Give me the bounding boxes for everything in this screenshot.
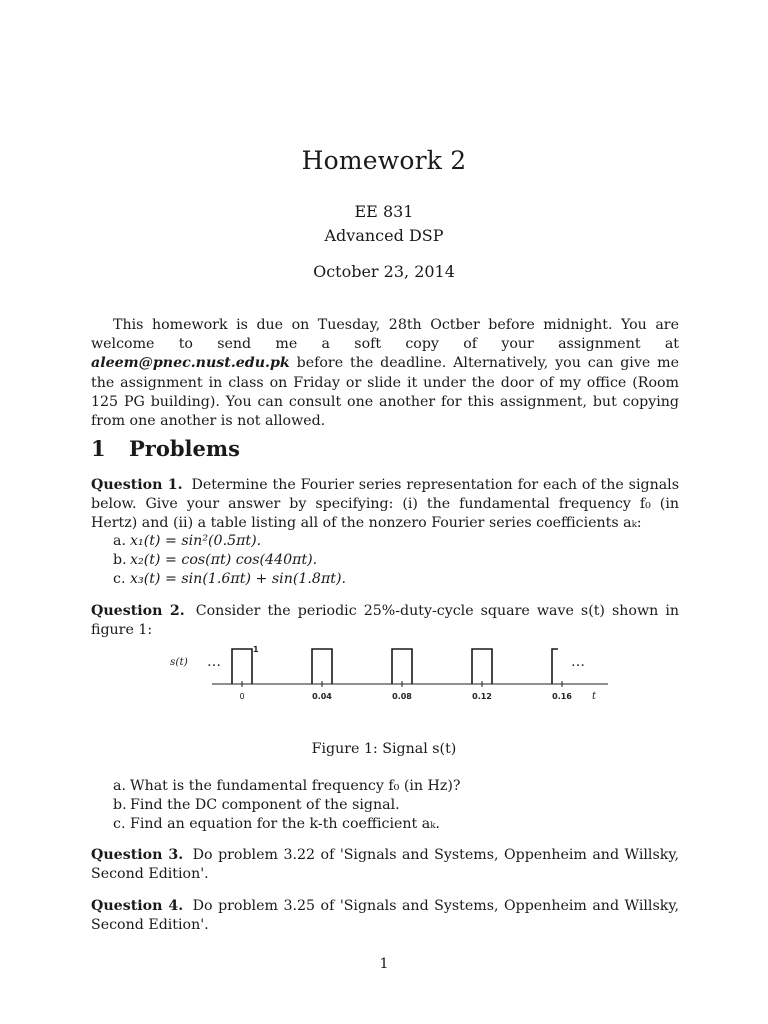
intro-text-end: before the deadline. Alternatively, you can give me the assignment in class on Friday or slide it under the door of my office (Room 125 PG building). You can consult one another for this assignment, but copying from one another is not allowed. <box>91 355 679 430</box>
ellipsis-left: … <box>207 654 221 670</box>
question-2 <box>91 602 679 640</box>
list-item-letter: c. <box>113 571 126 588</box>
time-axis-label: t <box>592 691 597 702</box>
list-item <box>113 777 673 796</box>
question-2-parts <box>113 777 673 835</box>
tick-label-0.12: 0.12 <box>472 692 492 701</box>
question-4 <box>91 897 679 935</box>
section-number: 1 <box>91 436 106 461</box>
document-date: October 23, 2014 <box>313 262 455 281</box>
question-1 <box>91 476 679 534</box>
list-item-letter: a. <box>113 778 126 794</box>
list-item-letter: b. <box>113 797 127 814</box>
list-item-text: Find an equation for the k-th coefficient aₖ. <box>130 816 440 833</box>
tick-label-0.16: 0.16 <box>552 692 572 701</box>
list-item-text: x₂(t) = cos(πt) cos(440πt). <box>130 552 318 569</box>
square-wave-figure <box>160 638 620 708</box>
question-4-label: Question 4. <box>91 898 184 914</box>
tick-label-0: 0 <box>239 692 245 701</box>
intro-text-start: This homework is due on Tuesday, 28th Octber before midnight. You are welcome to send me a soft copy of your assignment at <box>91 317 679 353</box>
course-name: Advanced DSP <box>324 226 444 245</box>
question-1-parts <box>113 532 673 590</box>
question-3 <box>91 846 679 884</box>
ellipsis-right: … <box>571 654 585 670</box>
page-number: 1 <box>379 956 389 972</box>
pulse-group <box>232 649 558 684</box>
pulse-5 <box>552 649 558 684</box>
section-heading <box>91 436 240 461</box>
amplitude-label: 1 <box>253 645 259 654</box>
pulse-3 <box>392 649 412 684</box>
tick-label-0.08: 0.08 <box>392 692 412 701</box>
pulse-1 <box>232 649 252 684</box>
list-item-text: What is the fundamental frequency f₀ (in Hz)? <box>130 778 461 794</box>
list-item-letter: b. <box>113 552 127 569</box>
list-item <box>113 570 673 589</box>
list-item <box>113 796 673 815</box>
list-item-text: Find the DC component of the signal. <box>130 797 400 814</box>
signal-label: s(t) <box>170 656 188 668</box>
intro-paragraph <box>91 316 679 431</box>
question-4-text: Do problem 3.25 of 'Signals and Systems, Oppenheim and Willsky, Second Edition'. <box>91 898 679 934</box>
list-item <box>113 551 673 570</box>
question-3-text: Do problem 3.22 of 'Signals and Systems, Oppenheim and Willsky, Second Edition'. <box>91 847 679 883</box>
figure-caption: Figure 1: Signal s(t) <box>311 741 457 757</box>
question-2-label: Question 2. <box>91 603 185 619</box>
email-link[interactable]: aleem@pnec.nust.edu.pk <box>91 355 290 372</box>
list-item <box>113 532 673 551</box>
question-2-text: Consider the periodic 25%-duty-cycle square wave s(t) shown in figure 1: <box>91 603 679 639</box>
section-title: Problems <box>129 436 240 461</box>
question-1-label: Question 1. <box>91 477 183 493</box>
list-item-text: x₁(t) = sin²(0.5πt). <box>130 533 262 549</box>
question-3-label: Question 3. <box>91 847 184 863</box>
pulse-2 <box>312 649 332 684</box>
document-title: Homework 2 <box>301 146 467 175</box>
list-item-letter: c. <box>113 816 126 833</box>
pulse-4 <box>472 649 492 684</box>
question-1-text: Determine the Fourier series representation for each of the signals below. Give your answer by specifying: (i) the fundamental frequency f₀ (in Hertz) and (ii) a table listing all of the nonzero Fourier series coefficients aₖ: <box>91 477 679 532</box>
list-item-text: x₃(t) = sin(1.6πt) + sin(1.8πt). <box>130 571 347 588</box>
course-code: EE 831 <box>354 202 414 221</box>
tick-label-0.04: 0.04 <box>312 692 332 701</box>
list-item <box>113 815 673 834</box>
list-item-letter: a. <box>113 533 126 549</box>
